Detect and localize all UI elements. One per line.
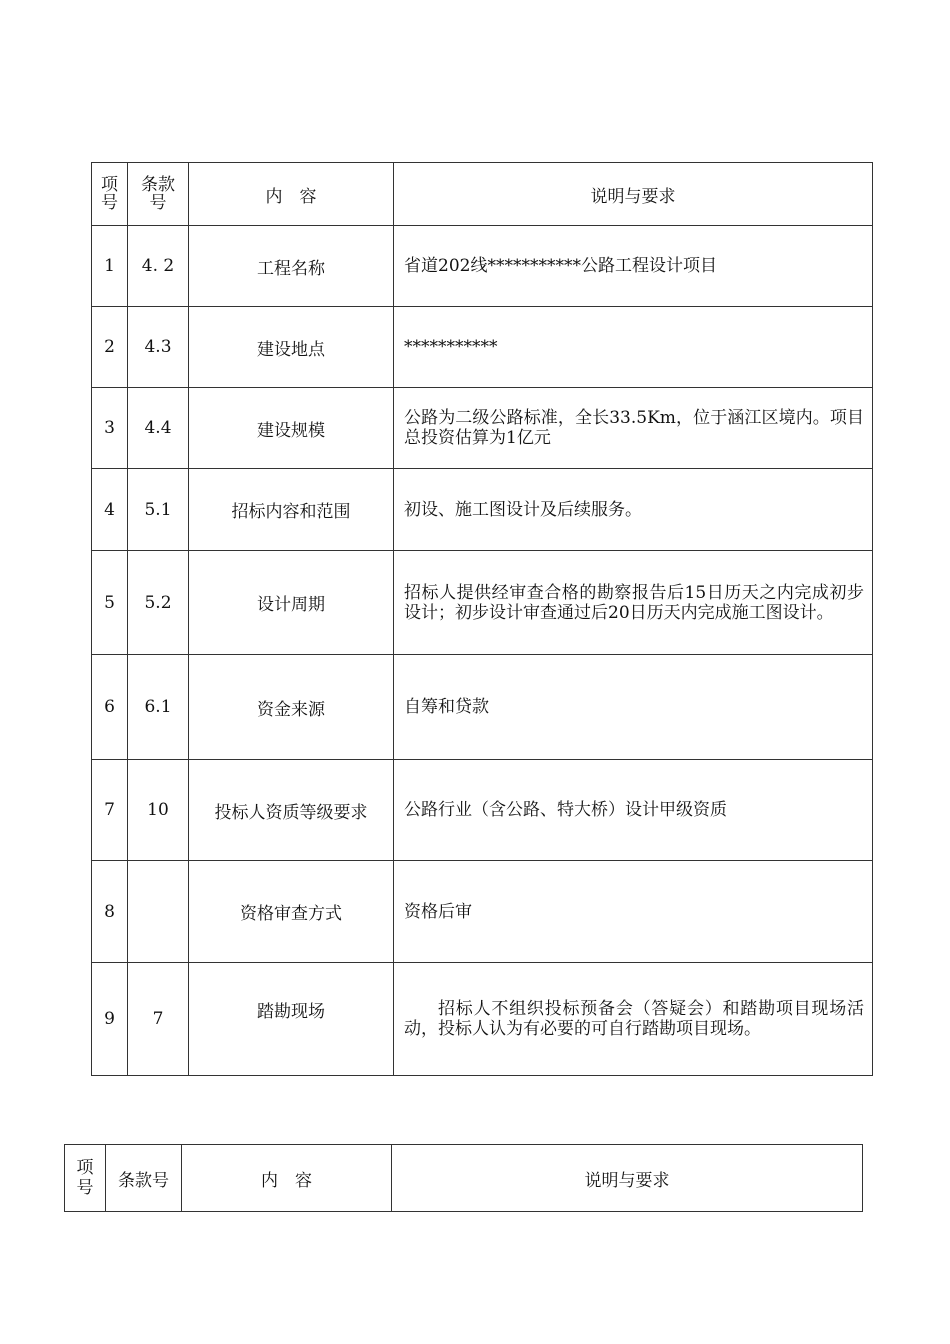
content-name: 资金来源 bbox=[189, 655, 394, 760]
table-header-row bbox=[65, 1145, 863, 1212]
table-header-row bbox=[92, 163, 873, 226]
description: 自筹和贷款 bbox=[394, 655, 873, 760]
content-name: 建设地点 bbox=[189, 307, 394, 388]
table-row bbox=[92, 388, 873, 469]
item-no: 3 bbox=[92, 388, 128, 469]
content-name: 踏勘现场 bbox=[189, 963, 394, 1076]
header-content: 内 容 bbox=[182, 1145, 392, 1212]
description: 初设、施工图设计及后续服务。 bbox=[394, 469, 873, 551]
table-row bbox=[92, 469, 873, 551]
continued-table-header bbox=[64, 1144, 863, 1212]
clause-no: 5.2 bbox=[128, 551, 189, 655]
description: 省道202线***********公路工程设计项目 bbox=[394, 226, 873, 307]
clause-no: 4.4 bbox=[128, 388, 189, 469]
table-row bbox=[92, 963, 873, 1076]
clause-no: 6.1 bbox=[128, 655, 189, 760]
clause-no bbox=[128, 861, 189, 963]
header-item-no: 项号 bbox=[92, 163, 128, 226]
header-content: 内 容 bbox=[189, 163, 394, 226]
description: 公路行业（含公路、特大桥）设计甲级资质 bbox=[394, 760, 873, 861]
item-no: 9 bbox=[92, 963, 128, 1076]
table-row bbox=[92, 307, 873, 388]
bid-data-table bbox=[91, 162, 873, 1076]
item-no: 7 bbox=[92, 760, 128, 861]
content-name: 建设规模 bbox=[189, 388, 394, 469]
item-no: 4 bbox=[92, 469, 128, 551]
description: 资格后审 bbox=[394, 861, 873, 963]
table-row bbox=[92, 760, 873, 861]
table-row bbox=[92, 861, 873, 963]
content-name: 资格审查方式 bbox=[189, 861, 394, 963]
table-row bbox=[92, 551, 873, 655]
item-no: 2 bbox=[92, 307, 128, 388]
header-item-no: 项号 bbox=[65, 1145, 106, 1212]
content-name: 工程名称 bbox=[189, 226, 394, 307]
clause-no: 4. 2 bbox=[128, 226, 189, 307]
content-name: 投标人资质等级要求 bbox=[189, 760, 394, 861]
clause-no: 10 bbox=[128, 760, 189, 861]
content-name: 招标内容和范围 bbox=[189, 469, 394, 551]
description: 招标人提供经审查合格的勘察报告后15日历天之内完成初步设计；初步设计审查通过后20日历天内完成施工图设计。 bbox=[394, 551, 873, 655]
item-no: 1 bbox=[92, 226, 128, 307]
item-no: 6 bbox=[92, 655, 128, 760]
description: *********** bbox=[394, 307, 873, 388]
table-row bbox=[92, 655, 873, 760]
description: 招标人不组织投标预备会（答疑会）和踏勘项目现场活动，投标人认为有必要的可自行踏勘项目现场。 bbox=[394, 963, 873, 1076]
header-clause-no: 条款号 bbox=[128, 163, 189, 226]
content-name: 设计周期 bbox=[189, 551, 394, 655]
clause-no: 4.3 bbox=[128, 307, 189, 388]
clause-no: 5.1 bbox=[128, 469, 189, 551]
table-row bbox=[92, 226, 873, 307]
item-no: 8 bbox=[92, 861, 128, 963]
header-description: 说明与要求 bbox=[392, 1145, 863, 1212]
description: 公路为二级公路标准，全长33.5Km，位于涵江区境内。项目总投资估算为1亿元 bbox=[394, 388, 873, 469]
header-clause-no: 条款号 bbox=[106, 1145, 182, 1212]
item-no: 5 bbox=[92, 551, 128, 655]
clause-no: 7 bbox=[128, 963, 189, 1076]
header-description: 说明与要求 bbox=[394, 163, 873, 226]
